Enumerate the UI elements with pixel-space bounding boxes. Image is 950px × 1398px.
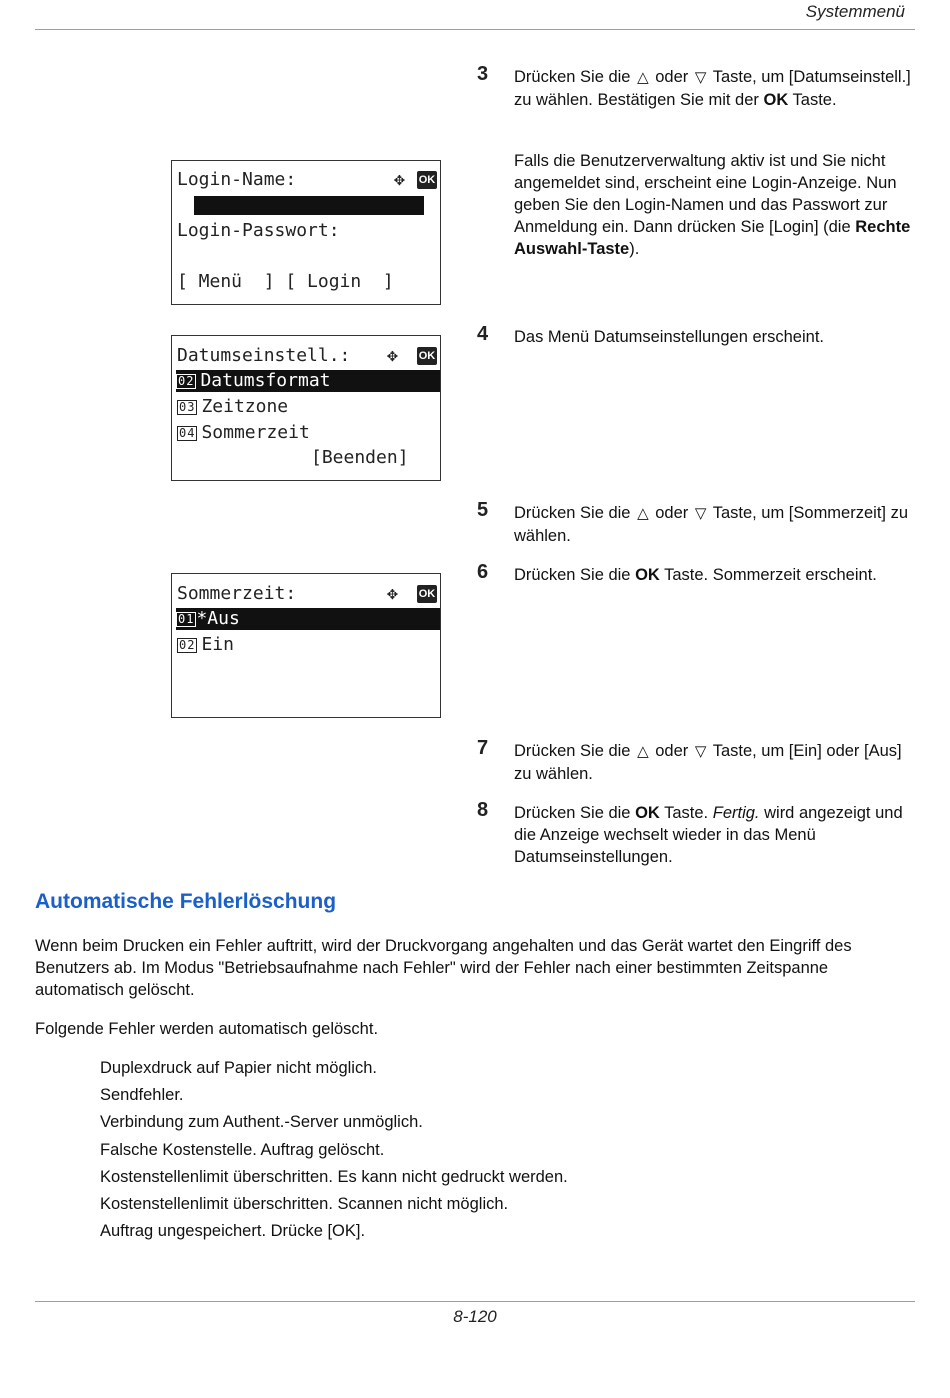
up-triangle-icon: △ bbox=[637, 505, 649, 522]
login-screen bbox=[171, 160, 441, 305]
section-heading: Automatische Fehlerlöschung bbox=[35, 890, 337, 913]
list-item: Auftrag ungespeichert. Drücke [OK]. bbox=[100, 1222, 366, 1241]
list-item: Duplexdruck auf Papier nicht möglich. bbox=[100, 1059, 377, 1077]
option-aus[interactable]: 01 *Aus bbox=[176, 608, 440, 630]
error-list bbox=[100, 1055, 800, 1245]
list-item: Verbindung zum Authent.-Server unmöglich. bbox=[100, 1113, 423, 1132]
section-lead: Folgende Fehler werden automatisch gelöscht. bbox=[35, 1020, 379, 1038]
list-item: Kostenstellenlimit überschritten. Scannen nicht möglich. bbox=[100, 1194, 509, 1213]
page-number: 8-120 bbox=[453, 1307, 497, 1326]
login-name-label: Login-Name: bbox=[177, 169, 297, 190]
login-password-label: Login-Passwort: bbox=[177, 220, 340, 241]
list-item: Falsche Kostenstelle. Auftrag gelöscht. bbox=[100, 1140, 385, 1159]
menu-item-datumsformat[interactable]: 02 Datumsformat bbox=[176, 370, 440, 392]
four-way-arrow-icon: ✥ bbox=[394, 169, 405, 190]
login-softkeys[interactable]: [ Menü ] [ Login ] bbox=[177, 271, 394, 292]
menu-item-zeitzone[interactable]: 03 Zeitzone bbox=[179, 396, 289, 417]
exit-softkey[interactable]: [Beenden] bbox=[311, 447, 409, 468]
four-way-arrow-icon: ✥ bbox=[387, 345, 398, 366]
four-way-arrow-icon: ✥ bbox=[387, 583, 398, 604]
down-triangle-icon: ▽ bbox=[694, 69, 707, 86]
menu-item-sommerzeit[interactable]: 04 Sommerzeit bbox=[179, 422, 310, 443]
header-rule bbox=[35, 29, 915, 30]
footer-rule bbox=[35, 1301, 915, 1302]
ok-icon: OK bbox=[417, 171, 437, 189]
ok-icon: OK bbox=[417, 347, 437, 365]
summer-time-screen bbox=[171, 573, 441, 718]
down-triangle-icon: ▽ bbox=[694, 505, 707, 522]
list-item: Sendfehler. bbox=[100, 1086, 184, 1105]
date-settings-screen bbox=[171, 335, 441, 481]
up-triangle-icon: △ bbox=[637, 69, 649, 86]
running-header: Systemmenü bbox=[805, 2, 905, 21]
login-name-field[interactable] bbox=[194, 196, 424, 215]
up-triangle-icon: △ bbox=[637, 743, 649, 760]
step-number: 3 bbox=[477, 63, 489, 85]
down-triangle-icon: ▽ bbox=[694, 743, 707, 760]
ok-icon: OK bbox=[417, 585, 437, 603]
step-text: Drücken Sie die △ oder ▽ Taste, um [Datumseinstell.] zu wählen. Bestätigen Sie mit der OK Taste. bbox=[514, 68, 911, 109]
option-ein[interactable]: 02 Ein bbox=[179, 634, 234, 655]
summer-title: Sommerzeit: bbox=[177, 583, 297, 604]
login-note: Falls die Benutzerverwaltung aktiv ist und Sie nicht angemeldet sind, erscheint eine Login-Anzeige. Nun geben Sie den Login-Namen und das Passwort zur Anmeldung ein. Dann drücken Sie [Login] (die Rechte Auswahl-Taste). bbox=[514, 152, 911, 258]
section-intro: Wenn beim Drucken ein Fehler auftritt, wird der Druckvorgang angehalten und das Gerät wartet den Eingriff des Benutzers ab. Im Modus "Betriebsaufnahme nach Fehler" wird der Fehler nach einer bestimmten Zeitspanne automatisch gelöscht. bbox=[35, 937, 852, 999]
date-title: Datumseinstell.: bbox=[177, 345, 351, 366]
list-item: Kostenstellenlimit überschritten. Es kann nicht gedruckt werden. bbox=[100, 1167, 568, 1186]
